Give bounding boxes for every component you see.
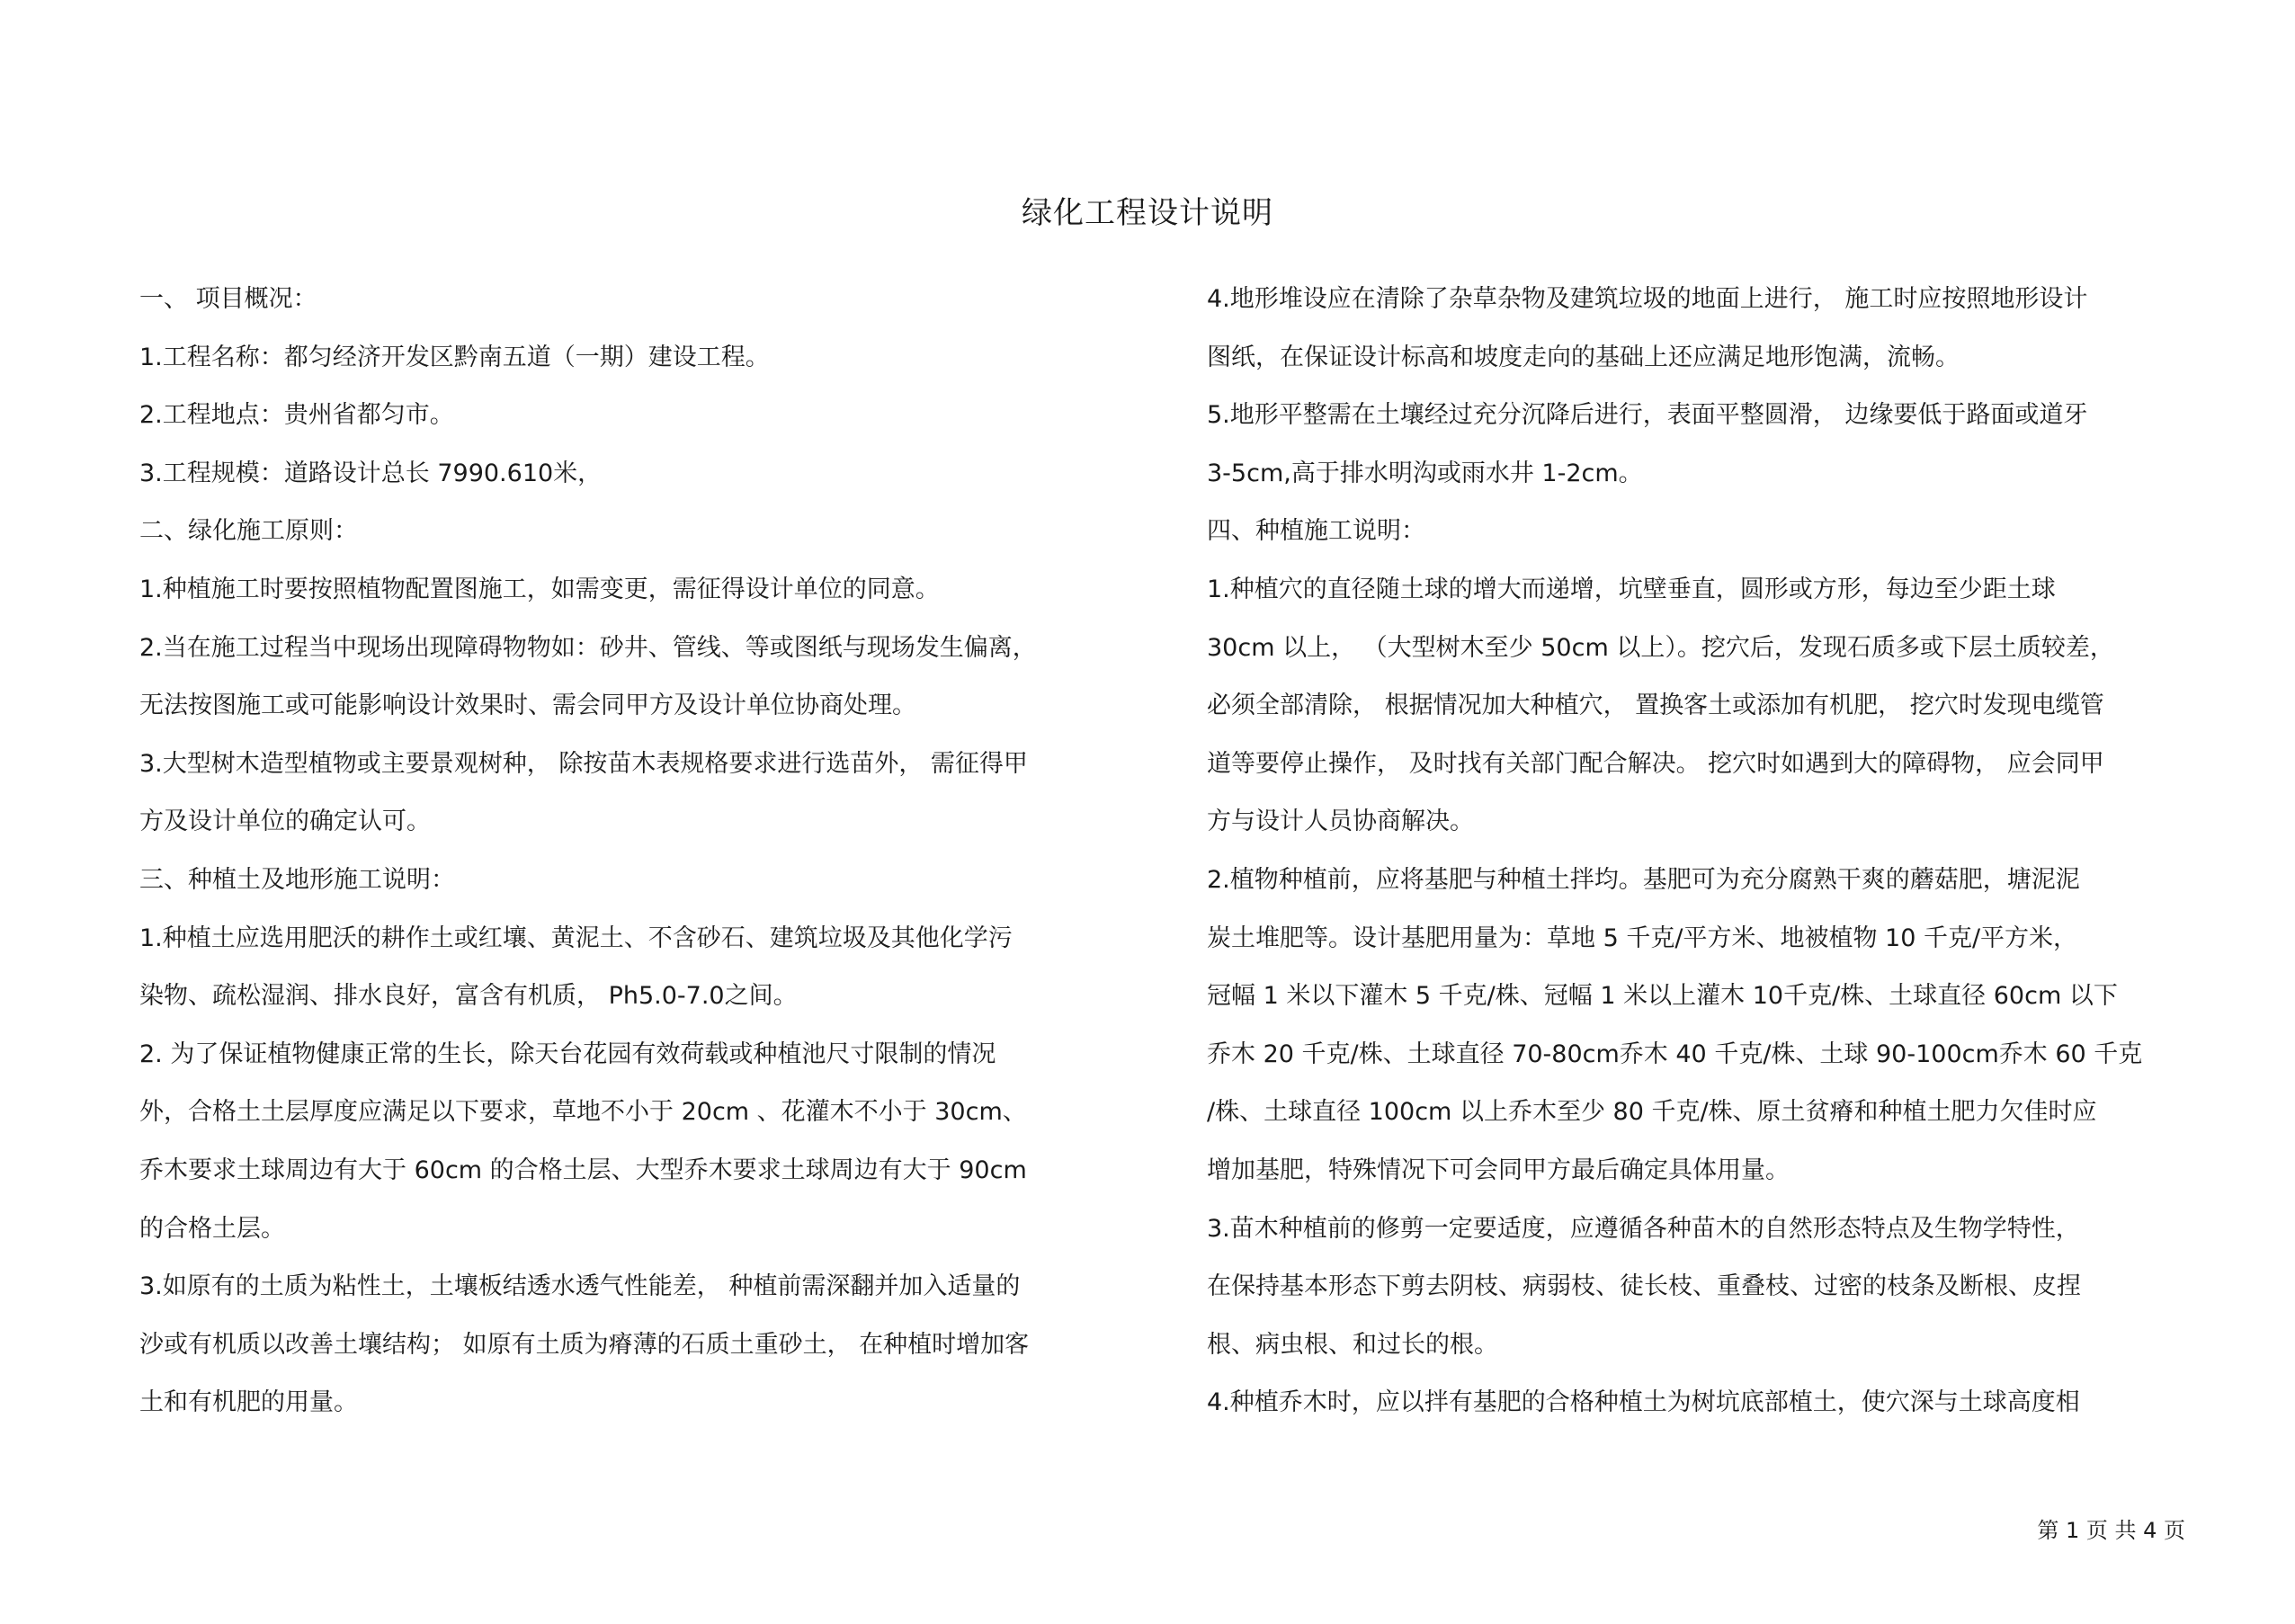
text-line: 乔木要求土球周边有大于 60cm 的合格土层、大型乔木要求土球周边有大于 90cm [139,1156,1027,1184]
text-line: 3-5cm,高于排水明沟或雨水井 1-2cm。 [1207,459,1643,487]
text-line: 图纸，在保证设计标高和坡度走向的基础上还应满足地形饱满，流畅。 [1207,343,1960,371]
text-line: 道等要停止操作， 及时找有关部门配合解决。 挖穴时如遇到大的障碍物， 应会同甲 [1207,749,2104,778]
text-line: 4.种植乔木时，应以拌有基肥的合格种植土为树坑底部植土，使穴深与土球高度相 [1207,1388,2080,1417]
text-line: 冠幅 1 米以下灌木 5 千克/株、冠幅 1 米以上灌木 10千克/株、土球直径 60cm 以下 [1207,982,2118,1011]
text-line: 必须全部清除， 根据情况加大种植穴， 置换客土或添加有机肥， 挖穴时发现电缆管 [1207,692,2104,720]
text-line: 方与设计人员协商解决。 [1207,808,1474,836]
text-line: 四、种植施工说明： [1207,517,1425,546]
text-line: 3.苗木种植前的修剪一定要适度，应遵循各种苗木的自然形态特点及生物学特性， [1207,1214,2080,1243]
text-line: 染物、疏松湿润、排水良好，富含有机质， Ph5.0-7.0之间。 [139,982,798,1011]
text-line: 的合格土层。 [139,1214,285,1243]
text-line: 2. 为了保证植物健康正常的生长，除天台花园有效荷载或种植池尺寸限制的情况 [139,1040,996,1068]
text-line: 沙或有机质以改善土壤结构； 如原有土质为瘠薄的石质土重砂土， 在种植时增加客 [139,1330,1030,1359]
text-line: 一、 项目概况： [139,285,317,313]
text-line: /株、土球直径 100cm 以上乔木至少 80 千克/株、原土贫瘠和种植土肥力欠佳时应 [1207,1098,2097,1127]
text-line: 增加基肥，特殊情况下可会同甲方最后确定具体用量。 [1207,1156,1790,1184]
text-line: 炭土堆肥等。设计基肥用量为：草地 5 千克/平方米、地被植物 10 千克/平方米， [1207,924,2078,952]
document-title: 绿化工程设计说明 [1022,195,1273,231]
text-line: 3.工程规模：道路设计总长 7990.610米， [139,459,603,487]
text-line: 30cm 以上， （大型树木至少 50cm 以上）。挖穴后，发现石质多或下层土质较差， [1207,633,2114,662]
text-line: 2.植物种植前，应将基肥与种植土拌均。基肥可为充分腐熟干爽的蘑菇肥，塘泥泥 [1207,865,2080,894]
text-line: 方及设计单位的确定认可。 [139,808,431,836]
text-line: 1.种植土应选用肥沃的耕作土或红壤、黄泥土、不含砂石、建筑垃圾及其他化学污 [139,924,1013,952]
text-line: 在保持基本形态下剪去阴枝、病弱枝、徒长枝、重叠枝、过密的枝条及断根、皮捏 [1207,1272,2081,1301]
text-line: 无法按图施工或可能影响设计效果时、需会同甲方及设计单位协商处理。 [139,692,916,720]
text-line: 2.当在施工过程当中现场出现障碍物物如：砂井、管线、等或图纸与现场发生偏离， [139,633,1037,662]
text-line: 5.地形平整需在土壤经过充分沉降后进行，表面平整圆滑， 边缘要低于路面或道牙 [1207,401,2088,430]
text-line: 2.工程地点：贵州省都匀市。 [139,401,454,430]
text-line: 二、绿化施工原则： [139,517,358,546]
text-line: 1.工程名称：都匀经济开发区黔南五道（一期）建设工程。 [139,343,770,371]
text-line: 土和有机肥的用量。 [139,1388,358,1417]
text-line: 3.大型树木造型植物或主要景观树种， 除按苗木表规格要求进行选苗外， 需征得甲 [139,749,1028,778]
text-line: 3.如原有的土质为粘性土，土壤板结透水透气性能差， 种植前需深翻并加入适量的 [139,1272,1021,1301]
left-column [139,277,1111,1439]
text-line: 三、种植土及地形施工说明： [139,865,455,894]
text-line: 根、病虫根、和过长的根。 [1207,1330,1498,1359]
page-number: 第 1 页 共 4 页 [2037,1518,2185,1543]
text-line: 乔木 20 千克/株、土球直径 70-80cm乔木 40 千克/株、土球 90-100cm乔木 60 千克 [1207,1040,2143,1068]
text-line: 4.地形堆设应在清除了杂草杂物及建筑垃圾的地面上进行， 施工时应按照地形设计 [1207,285,2088,313]
text-line: 1.种植施工时要按照植物配置图施工，如需变更，需征得设计单位的同意。 [139,575,940,603]
text-line: 1.种植穴的直径随土球的增大而递增，坑壁垂直，圆形或方形，每边至少距土球 [1207,575,2056,603]
right-column [1207,277,2187,1439]
text-line: 外，合格土土层厚度应满足以下要求，草地不小于 20cm 、花灌木不小于 30cm、 [139,1098,1027,1127]
